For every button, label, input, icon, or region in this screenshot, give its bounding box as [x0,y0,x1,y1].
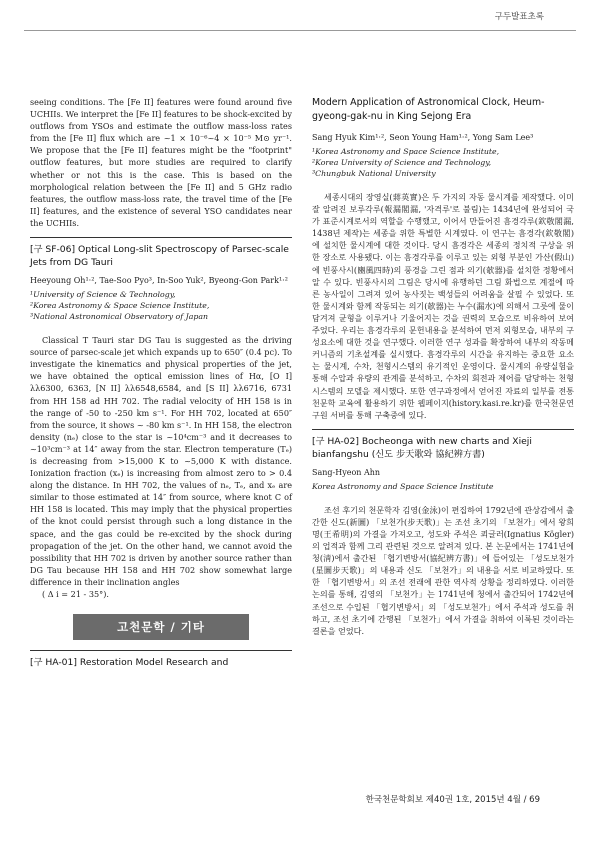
abstract-title-ha01: [구 HA-01] Restoration Model Research and [30,650,292,669]
abstract-body-end: ( Δ i = 21 - 35°). [42,589,109,599]
affiliation-line: ²Korea Astronomy & Space Science Institute, [30,301,210,311]
abstract-body: Classical T Tauri star DG Tau is suggested as the driving source of parsec-scale jet which expands up to 650″ (0.4 pc). To investigate the kinematics and physical properties of the jet, we have obtained the optical emission lines of Hα, [O I] λλ6300, 6363, [N II] λλ6548,6584, and [S II] λλ6716, 6731 from HH 158 ad HH 702. The radial velocity of HH 158 is in the range of -50 to -250 km s⁻¹. For HH 702, located at 650″ from the source, it shows ~ -80 km s⁻¹. In HH 158, the electron density (nₑ) close to the star is ~10⁴cm⁻³ and it decreases to ~10³cm⁻³ at 14″ away from the star. Electron temperature (Tₑ) is decreasing from >15,000 K to ~5,000 K with distance. Ionization fraction (xₑ) is increasing from almost zero to > 0.4 along the distance. In HH 702, the values of nₑ, Tₑ, and xₑ are similar to those estimated at 14″ from source, where knot C of HH 158 is located. This may imply that the physical properties of the knot could persist through such a long distance in the space, and the gas could be re-excited by the shock during propagation of the jet. On the other hand, we cannot avoid the possibility that HH 702 is driven by another source rather than DG Tau because HH 158 and HH 702 show somewhat large difference in their inclination angles [30,335,292,587]
left-column [30,96,292,675]
running-header: 구두발표초록 [494,12,544,22]
abstract-authors: Sang Hyuk Kim¹·², Seon Young Ham¹·², Yong Sam Lee³ [312,133,534,142]
affiliation-line: ¹University of Science & Technology, [30,290,176,300]
section-banner: 고천문학 / 기타 [73,614,249,640]
abstract-title-sf06: [구 SF-06] Optical Long-slit Spectroscopy of Parsec-scale Jets from DG Tauri [30,237,292,269]
affiliation-line: Korea Astronomy and Space Science Institute [312,481,494,491]
abstract-body: 세종시대의 장영실(蔣英實)은 두 가지의 자동 물시계를 제작했다. 이미 잘 알려진 보루각루(報漏閣漏, '자격루'로 불림)는 1434년에 완성되어 국가 표준시계로서의 역할을 수행했고, 이어서 만들어진 흠경각루(欽敬閣漏, 1438년 제작)는 세종을 위한 특별한 시계였다. 이 연구는 흠경각(欽敬閣)에 설치한 물시계에 대한 것이다. 당시 흠경각은 세종의 정치적 구상을 위한 장소로 사용됐다. 이는 흠경각루를 이루고 있는 외형 부분인 가산(假山)에 빈풍사시(豳風四時)의 풍경을 그린 점과 의기(欹器)를 설치한 정황에서 알 수 있다. 빈풍사시의 그림은 당시에 유행하던 그림 화법으로 계절에 따른 농사일이 그려져 있어 농사짓는 백성들의 어려움을 살필 수 있었다. 또한 물시계와 함께 작동되는 의기(欹器)는 누수(漏水)에 의해서 그릇에 물이 담겨져 균형을 이루거나 기울어지는 것을 권력의 모습으로 비유하여 보여주었다. 우리는 흠경각루의 문헌내용을 분석하여 먼저 외형모습, 내부의 구성요소에 대한 것을 연구했다. 이러한 연구 성과를 확장하여 내부의 작동메커니즘의 기초설계를 실시했다. 흠경각루의 시간을 유지하는 중요한 요소는 물시계, 수차, 천형시스템의 유기적인 운영이다. 물시계의 유량실험을 통해 수압과 유량의 관계를 분석하고, 수차의 회전과 제어를 담당하는 천형시스템의 모델을 제시했다. 또한 연구과정에서 얻어진 자료의 일부를 전통천문학 교육에 활용하기 위한 웹페이지(history.kasi.re.kr)를 한국천문연구원 서버를 통해 구축중에 있다. [312,192,574,420]
affiliation-line: ³National Astronomical Observatory of Japan [30,312,209,322]
header-rule [24,30,576,31]
abstract-title-ha01-cont: Modern Application of Astronomical Clock, Heum-gyeong-gak-nu in King Sejong Era [312,97,545,122]
affiliation-line: ²Korea University of Science and Technology, [312,158,492,167]
affiliation-line: ¹Korea Astronomy and Space Science Institute, [312,147,500,156]
abstract-title-ha02: [구 HA-02] Bocheonga with new charts and Xieji bianfangshu (신도 步天歌와 協紀辨方書) [312,429,574,461]
abstract-body: 조선 후기의 천문학자 김영(金泳)이 편집하여 1792년에 관상감에서 출간한 신도(新圖) 「보천가(步天歌)」는 조선 초기의 「보천가」에서 왕희명(王希明)의 가결을 가져오고, 성도와 주석은 쾨글러(Ignatius Kögler)의 업적과 함께 그리 관련된 것으로 알려져 있다. 본 논문에서는 1741년에 청(淸)에서 출간된 「협기변방서(協紀辨方書)」에 들어있는 「성도보천가(星圖步天歌)」의 내용과 신도 「보천가」의 내용을 서로 비교하였다. 또한 「협기변방서」의 조선 전래에 관한 역사적 상황을 정리하였다. 이러한 논의를 통해, 김영의 「보천가」는 1741년에 청에서 출간되어 1742년에 조선으로 수입된 「협기변방서」의 「성도보천가」에서 주석과 성도를 취하고, 조선 초기에 간행된 「보천가」에서 가결을 취하여 이룩된 것이라는 결론을 얻었다. [312,504,574,636]
abstract-affiliations [30,289,292,322]
abstract-affiliations [312,146,574,179]
right-column [312,96,574,637]
abstract-affiliations [312,481,574,492]
affiliation-line: ³Chungbuk National University [312,169,436,178]
abstract-authors: Sang-Hyeon Ahn [312,467,381,477]
abstract-authors: Heeyoung Oh¹·², Tae-Soo Pyo³, In-Soo Yuk², Byeong-Gon Park¹·² [30,276,288,286]
page-footer: 한국천문학회보 제40권 1호, 2015년 4월 / 69 [365,795,540,805]
body-paragraph: seeing conditions. The [Fe II] features were found around five UCHIIs. We interpret the [Fe II] features to be shock-excited by outflows from YSOs and estimate the outflow mass-loss rates from the [Fe II] flux which are ~1 × 10⁻⁶~4 × 10⁻⁵ M⊙ yr⁻¹. We propose that the [Fe II] features might be the "footprint" outflow features, but more studies are required to clarify whether or not this is the case. This is based on the morphological relation between the [Fe II] and 5 GHz radio features, the outflow mass-loss rate, the travel time of the [Fe II] features, and the existence of several YSO candidates near the UCHIIs. [30,97,292,228]
